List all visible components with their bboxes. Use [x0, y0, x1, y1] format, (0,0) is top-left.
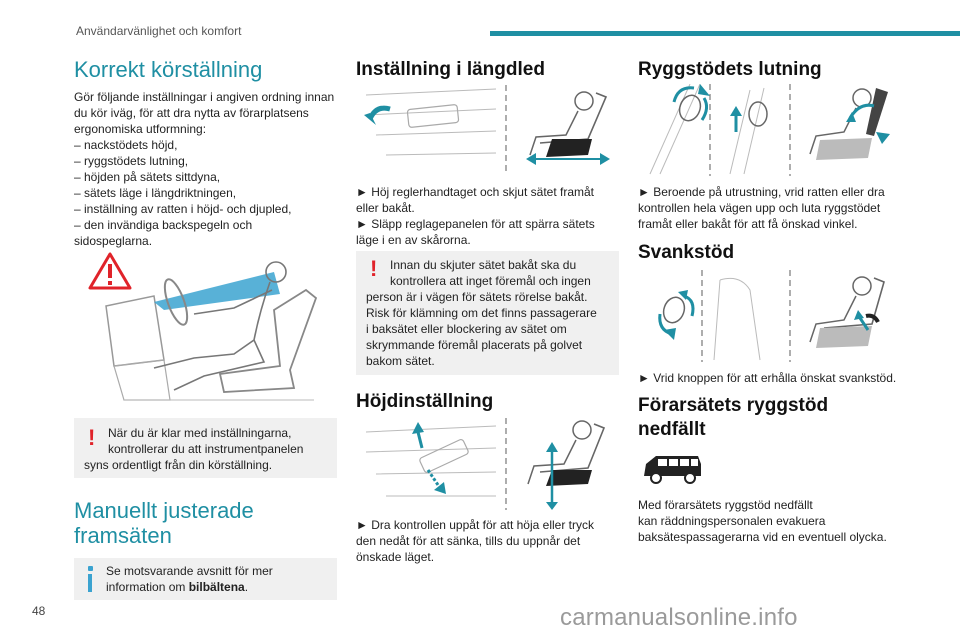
warning-line: När du är klar med inställningarna, [108, 426, 292, 440]
backrest-steps [638, 184, 918, 232]
warning-note-seat-movement [356, 251, 619, 375]
heading-manual-seats [74, 498, 254, 548]
height-steps [356, 517, 626, 565]
step-line: ► Släpp reglagepanelen för att spärra sätets [356, 217, 595, 231]
step-line: kontrollen hela vägen upp och luta ryggstödet [638, 201, 881, 215]
heading-correct-driving-position: Korrekt körställning [74, 57, 263, 82]
warning-line: i baksätet eller blockering av sätet om [366, 322, 567, 336]
heading-lumbar-support: Svankstöd [638, 242, 735, 263]
step-line: önskade läget. [356, 550, 435, 564]
info-icon-dot [88, 566, 93, 571]
heading-height-adjustment: Höjdinställning [356, 391, 494, 412]
backrest-angle-illustration [640, 84, 900, 176]
lumbar-steps [638, 370, 938, 386]
info-line [106, 579, 331, 595]
warning-line: Risk för klämning om det finns passagerare [366, 306, 597, 320]
intro-line: – inställning av ratten i höjd- och djupled, [74, 202, 292, 216]
longitudinal-illustration [356, 85, 616, 175]
exclamation-icon: ! [370, 256, 378, 281]
step-line: framåt eller bakåt för att få önskad vinkel. [638, 217, 858, 231]
intro-text [74, 89, 344, 249]
intro-line: – nackstödets höjd, [74, 138, 178, 152]
heading-line: Förarsätets ryggstöd [638, 395, 829, 416]
warning-line: kontrollera att inget föremål och ingen [390, 274, 591, 288]
intro-line: – den invändiga backspegeln och [74, 218, 253, 232]
heading-line: Manuellt justerade [74, 498, 254, 523]
info-line: Se motsvarande avsnitt för mer [106, 564, 273, 578]
intro-line: sidospeglarna. [74, 234, 153, 248]
info-line-text: information om [106, 580, 189, 594]
warning-note-instrument-panel [74, 418, 337, 478]
warning-line: Innan du skjuter sätet bakåt ska du [390, 258, 577, 272]
heading-line: framsäten [74, 523, 172, 548]
exclamation-icon: ! [88, 425, 96, 450]
step-line: ► Vrid knoppen för att erhålla önskat svankstöd. [638, 371, 897, 385]
para-line: kan räddningspersonalen evakuera [638, 514, 826, 528]
step-line: den nedåt för att sänka, tills du uppnår det [356, 534, 581, 548]
intro-line: – sätets läge i längdriktningen, [74, 186, 237, 200]
step-line: ► Höj reglerhandtaget och skjut sätet framåt [356, 185, 594, 199]
para-line: Med förarsätets ryggstöd nedfällt [638, 498, 813, 512]
longitudinal-steps [356, 184, 626, 248]
warning-text [84, 425, 334, 473]
info-line-period: . [244, 580, 249, 594]
seatbelts-link-text: bilbältena [188, 580, 245, 594]
step-line: ► Beroende på utrustning, vrid ratten eller dra [638, 185, 885, 199]
step-line: eller bakåt. [356, 201, 415, 215]
page-number: 48 [32, 604, 46, 618]
warning-line: skrymmande föremål placerats på golvet [366, 338, 583, 352]
vehicle-icon [640, 452, 704, 486]
warning-line: syns ordentligt från din körställning. [84, 458, 273, 472]
heading-backrest-folded [638, 394, 828, 442]
step-line: läge i en av skårorna. [356, 233, 471, 247]
running-header: Användarvänlighet och komfort [76, 24, 242, 38]
heading-longitudinal: Inställning i längdled [356, 59, 545, 80]
heading-line: nedfällt [638, 419, 706, 440]
header-accent-bar [490, 31, 960, 36]
intro-line: du kör iväg, för att dra nytta av förarplatsens [74, 106, 309, 120]
info-text [106, 563, 331, 595]
warning-triangle-icon [90, 254, 130, 288]
intro-line: Gör följande inställningar i angiven ordning innan [74, 90, 335, 104]
intro-line: – höjden på sätets sittdyna, [74, 170, 221, 184]
warning-line: bakom sätet. [366, 354, 435, 368]
step-line: ► Dra kontrollen uppåt för att höja eller tryck [356, 518, 594, 532]
info-icon [88, 574, 92, 592]
driving-position-illustration [84, 250, 324, 410]
warning-line: kontrollerar du att instrumentpanelen [108, 442, 304, 456]
watermark: carmanualsonline.info [560, 604, 798, 631]
info-note-seatbelts [74, 558, 337, 600]
warning-line: person är i vägen för sätets rörelse bakåt. [366, 290, 588, 304]
warning-text [366, 257, 616, 369]
para-line: baksätespassagerarna vid en eventuell olycka. [638, 530, 887, 544]
intro-line: – ryggstödets lutning, [74, 154, 189, 168]
height-adjustment-illustration [356, 418, 616, 510]
intro-line: ergonomiska utformning: [74, 122, 207, 136]
heading-backrest-angle: Ryggstödets lutning [638, 59, 822, 80]
backrest-folded-text [638, 497, 928, 545]
lumbar-support-illustration [640, 270, 900, 362]
